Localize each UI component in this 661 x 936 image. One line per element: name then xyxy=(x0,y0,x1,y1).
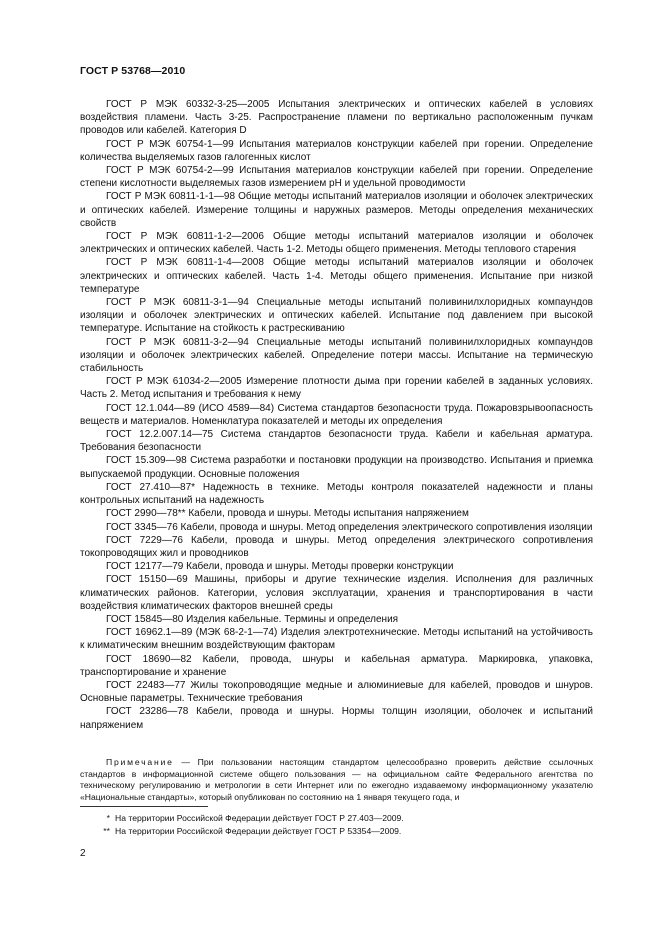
reference-item: ГОСТ Р МЭК 60811-1-2—2006 Общие методы испытаний материалов изоляции и оболочек электрических и оптических кабелей. Часть 1-2. Методы общего применения. Методы теплового старения xyxy=(80,231,593,256)
reference-item: ГОСТ Р МЭК 60332-3-25—2005 Испытания электрических и оптических кабелей в условиях воздействия пламени. Часть 3-25. Распространение пламени по вертикально расположенным пучкам проводов или кабелей. Категория D xyxy=(80,99,593,137)
reference-item: ГОСТ 16962.1—89 (МЭК 68-2-1—74) Изделия электротехнические. Методы испытаний на устойчивость к климатическим внешним воздействующим факторам xyxy=(80,627,593,652)
note xyxy=(80,757,593,803)
reference-item: ГОСТ 15845—80 Изделия кабельные. Термины и определения xyxy=(106,613,399,625)
reference-item: ГОСТ 3345—76 Кабели, провода и шнуры. Метод определения электрического сопротивления изоляции xyxy=(106,521,593,533)
reference-item: ГОСТ Р МЭК 60811-3-2—94 Специальные методы испытаний поливинилхлоридных компаундов изоляции и оболочек электрических кабелей. Определение потери массы. Испытание на термическую стабильность xyxy=(80,336,593,375)
page-number: 2 xyxy=(80,848,86,859)
footnotes xyxy=(80,812,593,837)
footnote-mark: * xyxy=(106,813,110,823)
reference-item: ГОСТ 27.410—87* Надежность в технике. Методы контроля показателей надежности и планы контрольных испытаний на надежность xyxy=(80,481,593,507)
reference-item: ГОСТ 23286—78 Кабели, провода и шнуры. Нормы толщин изоляции, оболочек и испытаний напряжением xyxy=(80,706,593,731)
note-text: — При пользовании настоящим стандартом целесообразно проверить действие ссылочных стандартов в информационной системе общего пользования — на официальном сайте Федерального агентства по техническому регулированию и метрологии в сети Интернет или по ежегодно издаваемому информационному указателю «Национальные стандарты», который опубликован по состоянию на 1 января текущего года, и xyxy=(80,757,593,802)
reference-item: ГОСТ Р МЭК 60811-1-4—2008 Общие методы испытаний материалов изоляции и оболочек электрических и оптических кабелей. Часть 1-4. Методы общего применения. Испытание при низкой температуре xyxy=(80,257,593,295)
reference-item: ГОСТ 7229—76 Кабели, провода и шнуры. Метод определения электрического сопротивления токопроводящих жил и проводников xyxy=(80,534,593,559)
reference-item: ГОСТ Р МЭК 60811-1-1—98 Общие методы испытаний материалов изоляции и оболочек электрических и оптических кабелей. Измерение толщины и наружных размеров. Методы определения механических свойств xyxy=(80,191,593,229)
reference-item: ГОСТ 2990—78** Кабели, провода и шнуры. Методы испытания напряжением xyxy=(106,508,469,520)
footnote-divider xyxy=(80,806,208,807)
reference-item: ГОСТ Р МЭК 60754-2—99 Испытания материалов конструкции кабелей при горении. Определение степени кислотности выделяемых газов измерением pH и удельной проводимости xyxy=(80,165,593,190)
footnote-text: На территории Российской Федерации действует ГОСТ Р 27.403—2009. xyxy=(115,813,404,823)
reference-item: ГОСТ Р МЭК 60811-3-1—94 Специальные методы испытаний поливинилхлоридных компаундов изоляции и оболочек электрических и оптических кабелей. Испытание под давлением при высокой температуре. Испытание на стойкость к растрескиванию xyxy=(80,297,593,335)
reference-item: ГОСТ Р МЭК 60754-1—99 Испытания материалов конструкции кабелей при горении. Определение количества выделяемых газов галогенных кислот xyxy=(80,138,593,163)
reference-item: ГОСТ Р МЭК 61034-2—2005 Измерение плотности дыма при горении кабелей в заданных условиях. Часть 2. Метод испытания и требования к нему xyxy=(80,376,593,401)
reference-item: ГОСТ 12.2.007.14—75 Система стандартов безопасности труда. Кабели и кабельная арматура. Требования безопасности xyxy=(80,429,593,454)
reference-item: ГОСТ 18690—82 Кабели, провода, шнуры и кабельная арматура. Маркировка, упаковка, транспортирование и хранение xyxy=(80,653,593,678)
reference-item: ГОСТ 12.1.044—89 (ИСО 4589—84) Система стандартов безопасности труда. Пожаровзрывоопасность веществ и материалов. Номенклатура показателей и методы их определения xyxy=(80,402,593,427)
reference-item: ГОСТ 12177—79 Кабели, провода и шнуры. Методы проверки конструкции xyxy=(106,561,454,573)
document-header: ГОСТ Р 53768—2010 xyxy=(80,65,186,77)
footnote-mark: ** xyxy=(103,825,110,836)
footnote-item xyxy=(80,825,593,838)
normative-references xyxy=(80,98,593,732)
footnote-text: На территории Российской Федерации действует ГОСТ Р 53354—2009. xyxy=(115,825,402,836)
footnote-item xyxy=(80,812,593,825)
note-label: Примечание xyxy=(106,757,174,767)
reference-item: ГОСТ 15.309—98 Система разработки и постановки продукции на производство. Испытания и приемка выпускаемой продукции. Основные положения xyxy=(80,455,593,480)
reference-item: ГОСТ 22483—77 Жилы токопроводящие медные и алюминиевые для кабелей, проводов и шнуров. Основные параметры. Технические требования xyxy=(80,679,593,705)
reference-item: ГОСТ 15150—69 Машины, приборы и другие технические изделия. Исполнения для различных климатических районов. Категории, условия эксплуатации, хранения и транспортирования в части воздействия климатических факторов внешней среды xyxy=(80,574,593,612)
